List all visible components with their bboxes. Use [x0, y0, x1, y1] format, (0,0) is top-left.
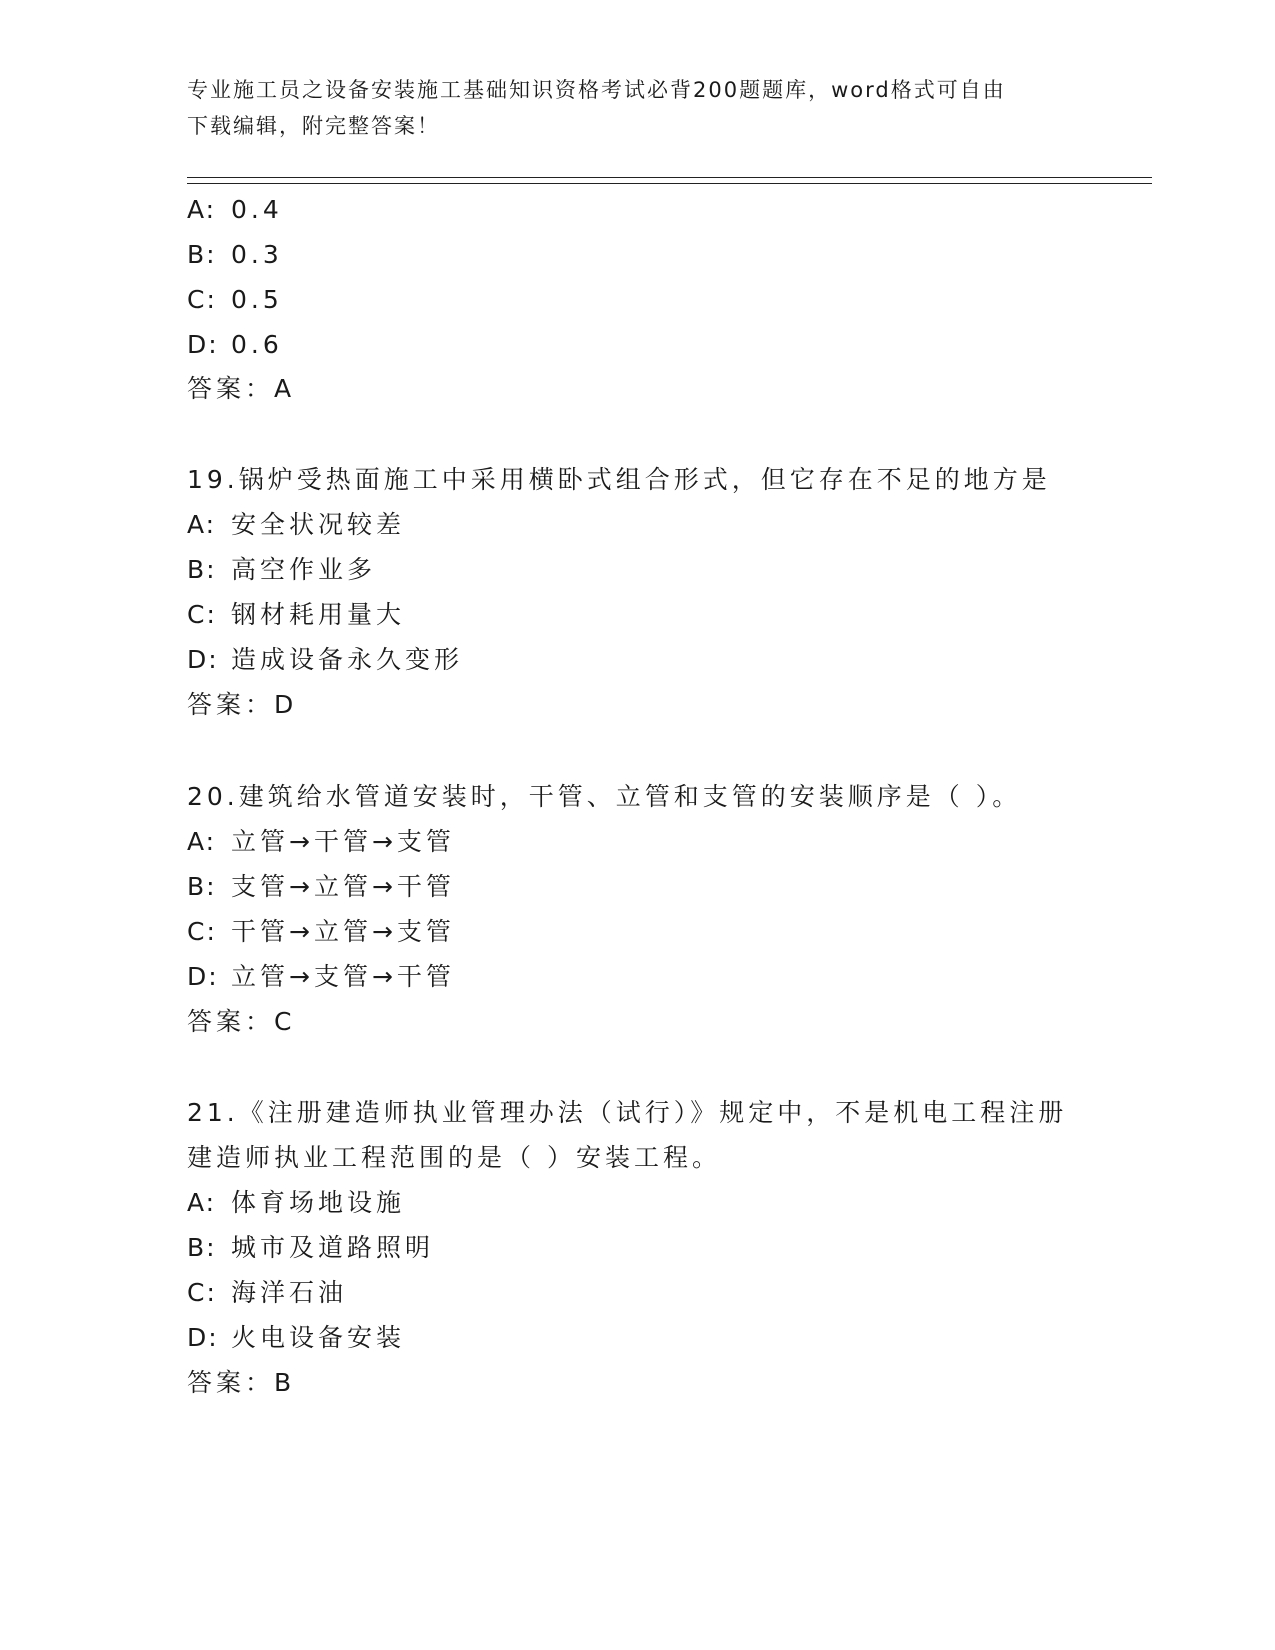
q19-answer: 答案：D [187, 690, 298, 719]
q18-answer: 答案：A [187, 374, 296, 403]
q18-option-b: B: 0.3 [187, 240, 283, 269]
q21-option-b: B: 城市及道路照明 [187, 1233, 435, 1262]
q20-option-d: D: 立管→支管→干管 [187, 962, 455, 991]
q19-option-b: B: 高空作业多 [187, 555, 377, 584]
q20-answer: 答案：C [187, 1007, 296, 1036]
q21-question-line-2: 建造师执业工程范围的是（ ）安装工程。 [187, 1143, 721, 1172]
q19-option-a: A: 安全状况较差 [187, 510, 406, 539]
q21-answer: 答案：B [187, 1368, 296, 1397]
q19-option-c: C: 钢材耗用量大 [187, 600, 406, 629]
q19-option-d: D: 造成设备永久变形 [187, 645, 464, 674]
q20-option-c: C: 干管→立管→支管 [187, 917, 455, 946]
q19-question: 19.锅炉受热面施工中采用横卧式组合形式，但它存在不足的地方是 [187, 465, 1051, 494]
q21-option-c: C: 海洋石油 [187, 1278, 348, 1307]
document-header [187, 72, 1067, 144]
q21-option-d: D: 火电设备安装 [187, 1323, 406, 1352]
header-line-2: 下载编辑，附完整答案！ [187, 114, 440, 138]
q21-question-line-1: 21.《注册建造师执业管理办法（试行）》规定中，不是机电工程注册 [187, 1098, 1068, 1127]
header-line-1: 专业施工员之设备安装施工基础知识资格考试必背200题题库，word格式可自由 [187, 78, 1006, 102]
q20-option-b: B: 支管→立管→干管 [187, 872, 455, 901]
q20-question: 20.建筑给水管道安装时，干管、立管和支管的安装顺序是（ ）。 [187, 782, 1022, 811]
q18-option-d: D: 0.6 [187, 330, 283, 359]
q18-option-a: A: 0.4 [187, 195, 283, 224]
q21-option-a: A: 体育场地设施 [187, 1188, 406, 1217]
q18-option-c: C: 0.5 [187, 285, 283, 314]
header-divider [187, 177, 1152, 184]
q20-option-a: A: 立管→干管→支管 [187, 827, 455, 856]
